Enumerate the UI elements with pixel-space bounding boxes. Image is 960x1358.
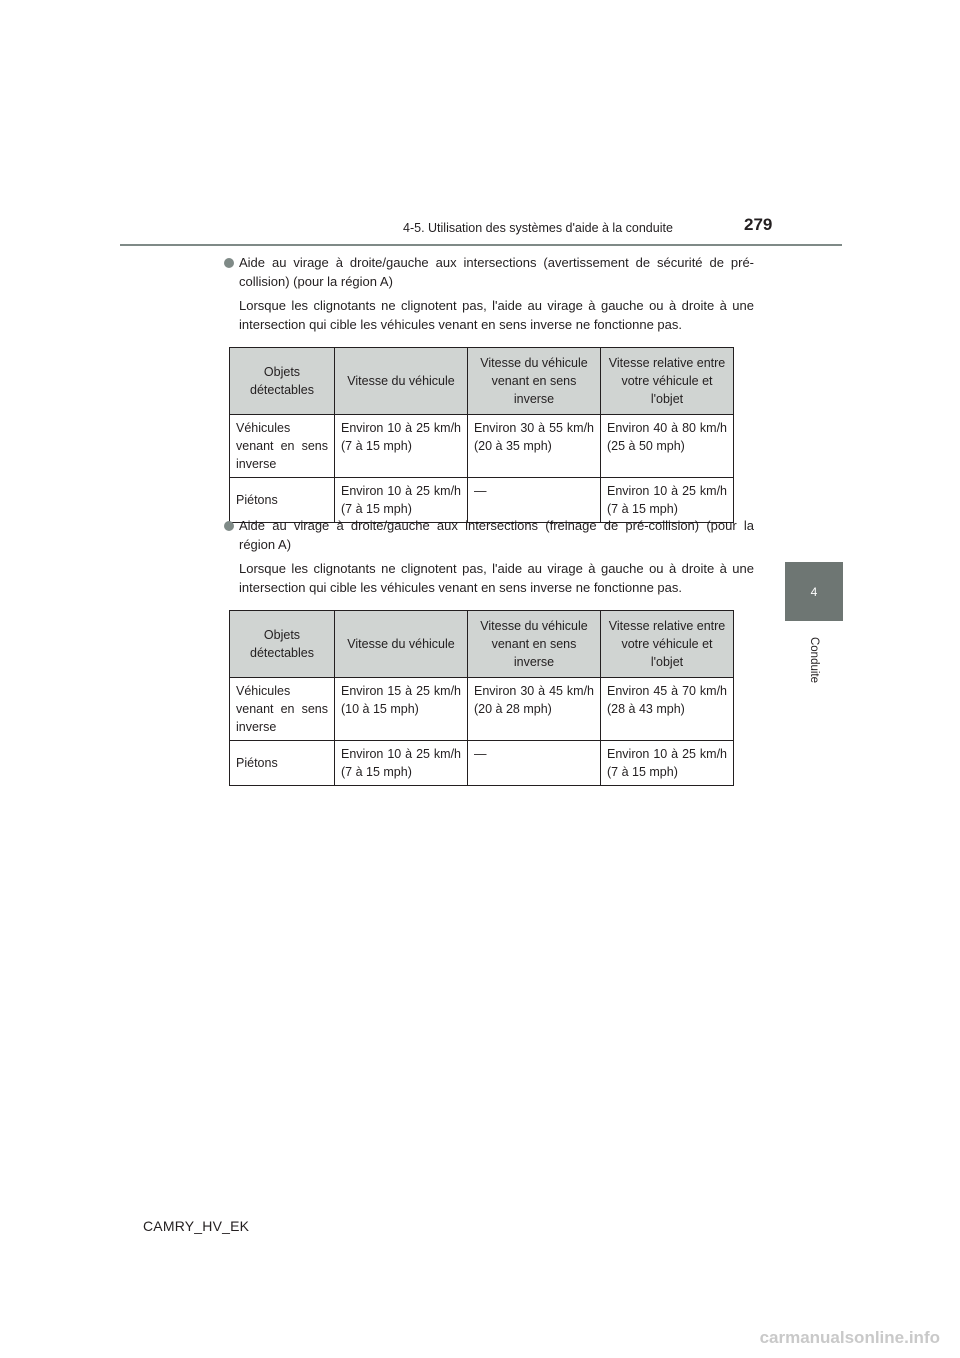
table-cell: Environ 15 à 25 km/h (10 à 15 mph) [335, 678, 468, 741]
bullet-text: Aide au virage à droite/gauche aux intersections (freinage de pré-collision) (pour la région A) [239, 518, 754, 552]
table-cell: Véhicules venant en sens inverse [230, 678, 335, 741]
table-cell: Piétons [230, 741, 335, 786]
section-warning [222, 254, 754, 523]
page-number: 279 [744, 215, 773, 234]
bullet-dot-icon [224, 258, 234, 268]
model-code: CAMRY_HV_EK [143, 1218, 250, 1234]
header-cell: Vitesse du véhicule venant en sens inverse [468, 611, 601, 678]
header-divider [120, 244, 842, 246]
header-cell: Vitesse du véhicule venant en sens inverse [468, 348, 601, 415]
table-cell: Environ 10 à 25 km/h (7 à 15 mph) [601, 741, 734, 786]
table-row [230, 741, 734, 786]
table-cell: Environ 10 à 25 km/h (7 à 15 mph) [601, 478, 734, 523]
bullet-item [222, 254, 754, 291]
bullet-dot-icon [224, 521, 234, 531]
table-cell: Environ 30 à 45 km/h (20 à 28 mph) [468, 678, 601, 741]
header-cell: Vitesse du véhicule [335, 611, 468, 678]
speed-table-warning [229, 347, 734, 523]
table-cell: — [468, 478, 601, 523]
table-header-row [230, 348, 734, 415]
header-cell: Vitesse relative entre votre véhicule et l'objet [601, 611, 734, 678]
speed-table-braking [229, 610, 734, 786]
chapter-tab[interactable] [785, 562, 843, 621]
section-paragraph: Lorsque les clignotants ne clignotent pas, l'aide au virage à gauche ou à droite à une intersection qui cible les véhicules venant en sens inverse ne fonctionne pas. [239, 561, 754, 595]
table-row [230, 415, 734, 478]
table-cell: Environ 10 à 25 km/h (7 à 15 mph) [335, 478, 468, 523]
section-braking [222, 517, 754, 786]
table-row [230, 478, 734, 523]
chapter-tab-number: 4 [810, 584, 818, 599]
table-cell: Environ 30 à 55 km/h (20 à 35 mph) [468, 415, 601, 478]
section-paragraph: Lorsque les clignotants ne clignotent pas, l'aide au virage à gauche ou à droite à une intersection qui cible les véhicules venant en sens inverse ne fonctionne pas. [239, 298, 754, 332]
table-row [230, 678, 734, 741]
chapter-tab-label [785, 630, 843, 690]
header-cell: Vitesse relative entre votre véhicule et l'objet [601, 348, 734, 415]
header-cell: Objets détectables [230, 348, 335, 415]
table-cell: Environ 45 à 70 km/h (28 à 43 mph) [601, 678, 734, 741]
table-cell: Piétons [230, 478, 335, 523]
table-cell: Environ 40 à 80 km/h (25 à 50 mph) [601, 415, 734, 478]
table-cell: Environ 10 à 25 km/h (7 à 15 mph) [335, 741, 468, 786]
header-cell: Vitesse du véhicule [335, 348, 468, 415]
table-header-row [230, 611, 734, 678]
chapter-tab-label-text: Conduite [807, 636, 820, 684]
chapter-title: 4-5. Utilisation des systèmes d'aide à la conduite [403, 221, 673, 235]
table-cell: Véhicules venant en sens inverse [230, 415, 335, 478]
table-cell: Environ 10 à 25 km/h (7 à 15 mph) [335, 415, 468, 478]
header-cell: Objets détectables [230, 611, 335, 678]
bullet-text: Aide au virage à droite/gauche aux intersections (avertissement de sécurité de pré-collision) (pour la région A) [239, 255, 754, 289]
bullet-item [222, 517, 754, 554]
watermark: carmanualsonline.info [759, 1328, 940, 1347]
table-cell: — [468, 741, 601, 786]
